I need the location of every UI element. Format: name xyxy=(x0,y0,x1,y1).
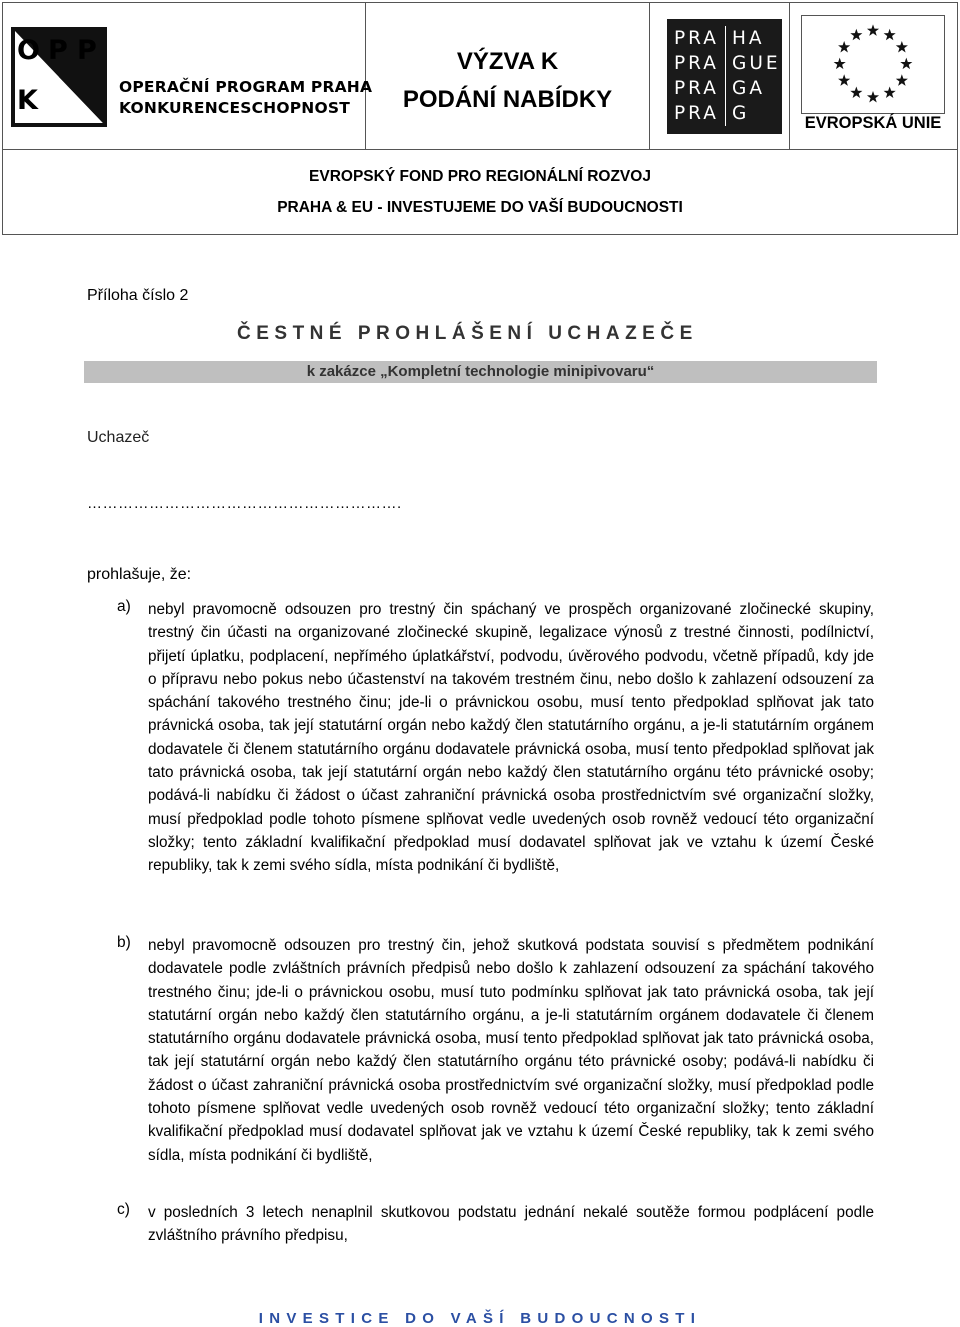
eu-star-icon xyxy=(884,86,896,98)
praha-logo-text: PRA xyxy=(674,78,719,99)
eu-logo-cell xyxy=(790,3,956,150)
praha-logo xyxy=(667,19,782,134)
praha-logo-text: PRA xyxy=(674,28,719,49)
eu-star-icon xyxy=(838,41,850,53)
eu-star-icon xyxy=(896,74,908,86)
list-item-text: nebyl pravomocně odsouzen pro trestný čin, jehož skutková podstata souvisí s předmětem podnikání dodavatele podle zvláštních právních předpisů nebo došlo k zahlazení odsouzení za spáchání takového trestného činu; jde-li o právnickou osobu, musí tuto podmínku splňovat jak tato právnická osoba, tak její statutární orgán nebo každý člen statutárního orgánu, a je-li statutárním orgánem dodavatele či členem statutárního orgánu dodavatele právnická osoba, musí tento předpoklad splňovat jak tato právnická osoba, tak její statutární orgán nebo každý člen statutárního orgánu této právnické osoby; podává-li nabídku či žádost o účast zahraniční právnická osoba prostřednictvím své organizační složky, musí předpoklad podle tohoto písmene splňovat vedle uvedených osob rovněž vedoucí této organizační složky; tento základní kvalifikační předpoklad musí dodavatel splňovat jak ve vztahu k území České republiky, tak k zemi svého sídla, místa podnikání či bydliště, xyxy=(148,937,874,1164)
eu-star-icon xyxy=(838,74,850,86)
praha-logo-text: G xyxy=(725,101,782,126)
opp-program-name xyxy=(119,77,372,119)
opp-line2: KONKURENCESCHOPNOST xyxy=(119,99,350,117)
list-item-mark: a) xyxy=(117,598,131,615)
opp-letter-k: K xyxy=(17,85,38,116)
praha-logo-text: GUE xyxy=(725,51,782,76)
eu-star-icon xyxy=(896,41,908,53)
praha-logo-cell xyxy=(650,3,790,150)
opp-line1: OPERAČNÍ PROGRAM PRAHA xyxy=(119,78,373,96)
praha-logo-text: PRA xyxy=(674,53,719,74)
zakazka-bar xyxy=(84,361,877,383)
uchazec-fill-line: ……………………………………………………. xyxy=(87,495,402,512)
opp-letter-p1: P xyxy=(48,35,68,66)
list-item-mark: b) xyxy=(117,934,131,951)
vyzva-line1: VÝZVA K xyxy=(456,48,559,75)
eu-star-icon xyxy=(850,86,862,98)
vyzva-cell xyxy=(366,3,650,150)
praha-logo-text: HA xyxy=(725,26,782,51)
eu-star-icon xyxy=(900,58,912,70)
praha-logo-text: PRA xyxy=(674,103,719,124)
eu-stars-icon xyxy=(801,15,945,114)
document-title: ČESTNÉ PROHLÁŠENÍ UCHAZEČE xyxy=(237,323,698,344)
list-item-mark: c) xyxy=(117,1201,130,1218)
opp-letter-o: O xyxy=(17,35,40,66)
eu-label: EVROPSKÁ UNIE xyxy=(804,114,942,132)
list-item-text: v posledních 3 letech nenaplnil skutkovou podstatu jednání nekalé soutěže formou podplácení podle zvláštního právního předpisu, xyxy=(148,1204,874,1245)
eu-star-icon xyxy=(834,58,846,70)
footer-slogan: INVESTICE DO VAŠÍ BUDOUCNOSTI xyxy=(258,1310,702,1327)
prohlasuje-label: prohlašuje, že: xyxy=(87,566,192,583)
fund-line1: EVROPSKÝ FOND PRO REGIONÁLNÍ ROZVOJ xyxy=(309,168,651,185)
list-item-text: nebyl pravomocně odsouzen pro trestný čin spáchaný ve prospěch organizované zločinecké skupiny, trestný čin účasti na organizované zločinecké skupině, legalizace výnosů z trestné činnosti, podílnictví, přijetí úplatku, podplacení, nepřímého úplatkářství, podvodu, úvěrového podvodu, včetně případů, kdy jde o přípravu nebo pokus nebo účastenství na takovém trestném činu, nebo došlo k zahlazení odsouzení za spáchání takového trestného činu; jde-li o právnickou osobu, musí tento předpoklad splňovat jak tato právnická osoba, tak její statutární orgán nebo každý člen statutárního orgánu, a je-li statutárním orgánem dodavatele či členem statutárního orgánu dodavatele právnická osoba, musí tento předpoklad splňovat jak tato právnická osoba, tak její statutární orgán nebo každý člen statutárního orgánu této právnické osoby; podává-li nabídku či žádost o účast zahraniční právnická osoba prostřednictvím své organizační složky, musí předpoklad podle tohoto písmene splňovat vedle uvedených osob rovněž vedoucí této organizační složky; tento základní kvalifikační předpoklad musí dodavatel splňovat jak ve vztahu k území České republiky, tak k zemi svého sídla, místa podnikání či bydliště, xyxy=(148,601,874,875)
zakazka-text: k zakázce „Kompletní technologie minipivovaru“ xyxy=(306,363,655,380)
uchazec-label: Uchazeč xyxy=(87,429,150,446)
header-top-row xyxy=(3,3,957,150)
opp-logo-cell xyxy=(3,3,373,150)
eu-star-icon xyxy=(867,91,879,103)
eu-star-icon xyxy=(850,29,862,41)
priloha-label: Příloha číslo 2 xyxy=(87,287,189,304)
fund-line2: PRAHA & EU - INVESTUJEME DO VAŠÍ BUDOUCNOSTI xyxy=(277,199,683,216)
header-table xyxy=(2,2,958,235)
vyzva-line2: PODÁNÍ NABÍDKY xyxy=(402,86,613,113)
eu-star-icon xyxy=(867,24,879,36)
eu-star-icon xyxy=(884,29,896,41)
opp-letter-p2: P xyxy=(77,35,97,66)
praha-logo-text: GA xyxy=(725,76,782,101)
vyzva-title xyxy=(366,43,649,119)
